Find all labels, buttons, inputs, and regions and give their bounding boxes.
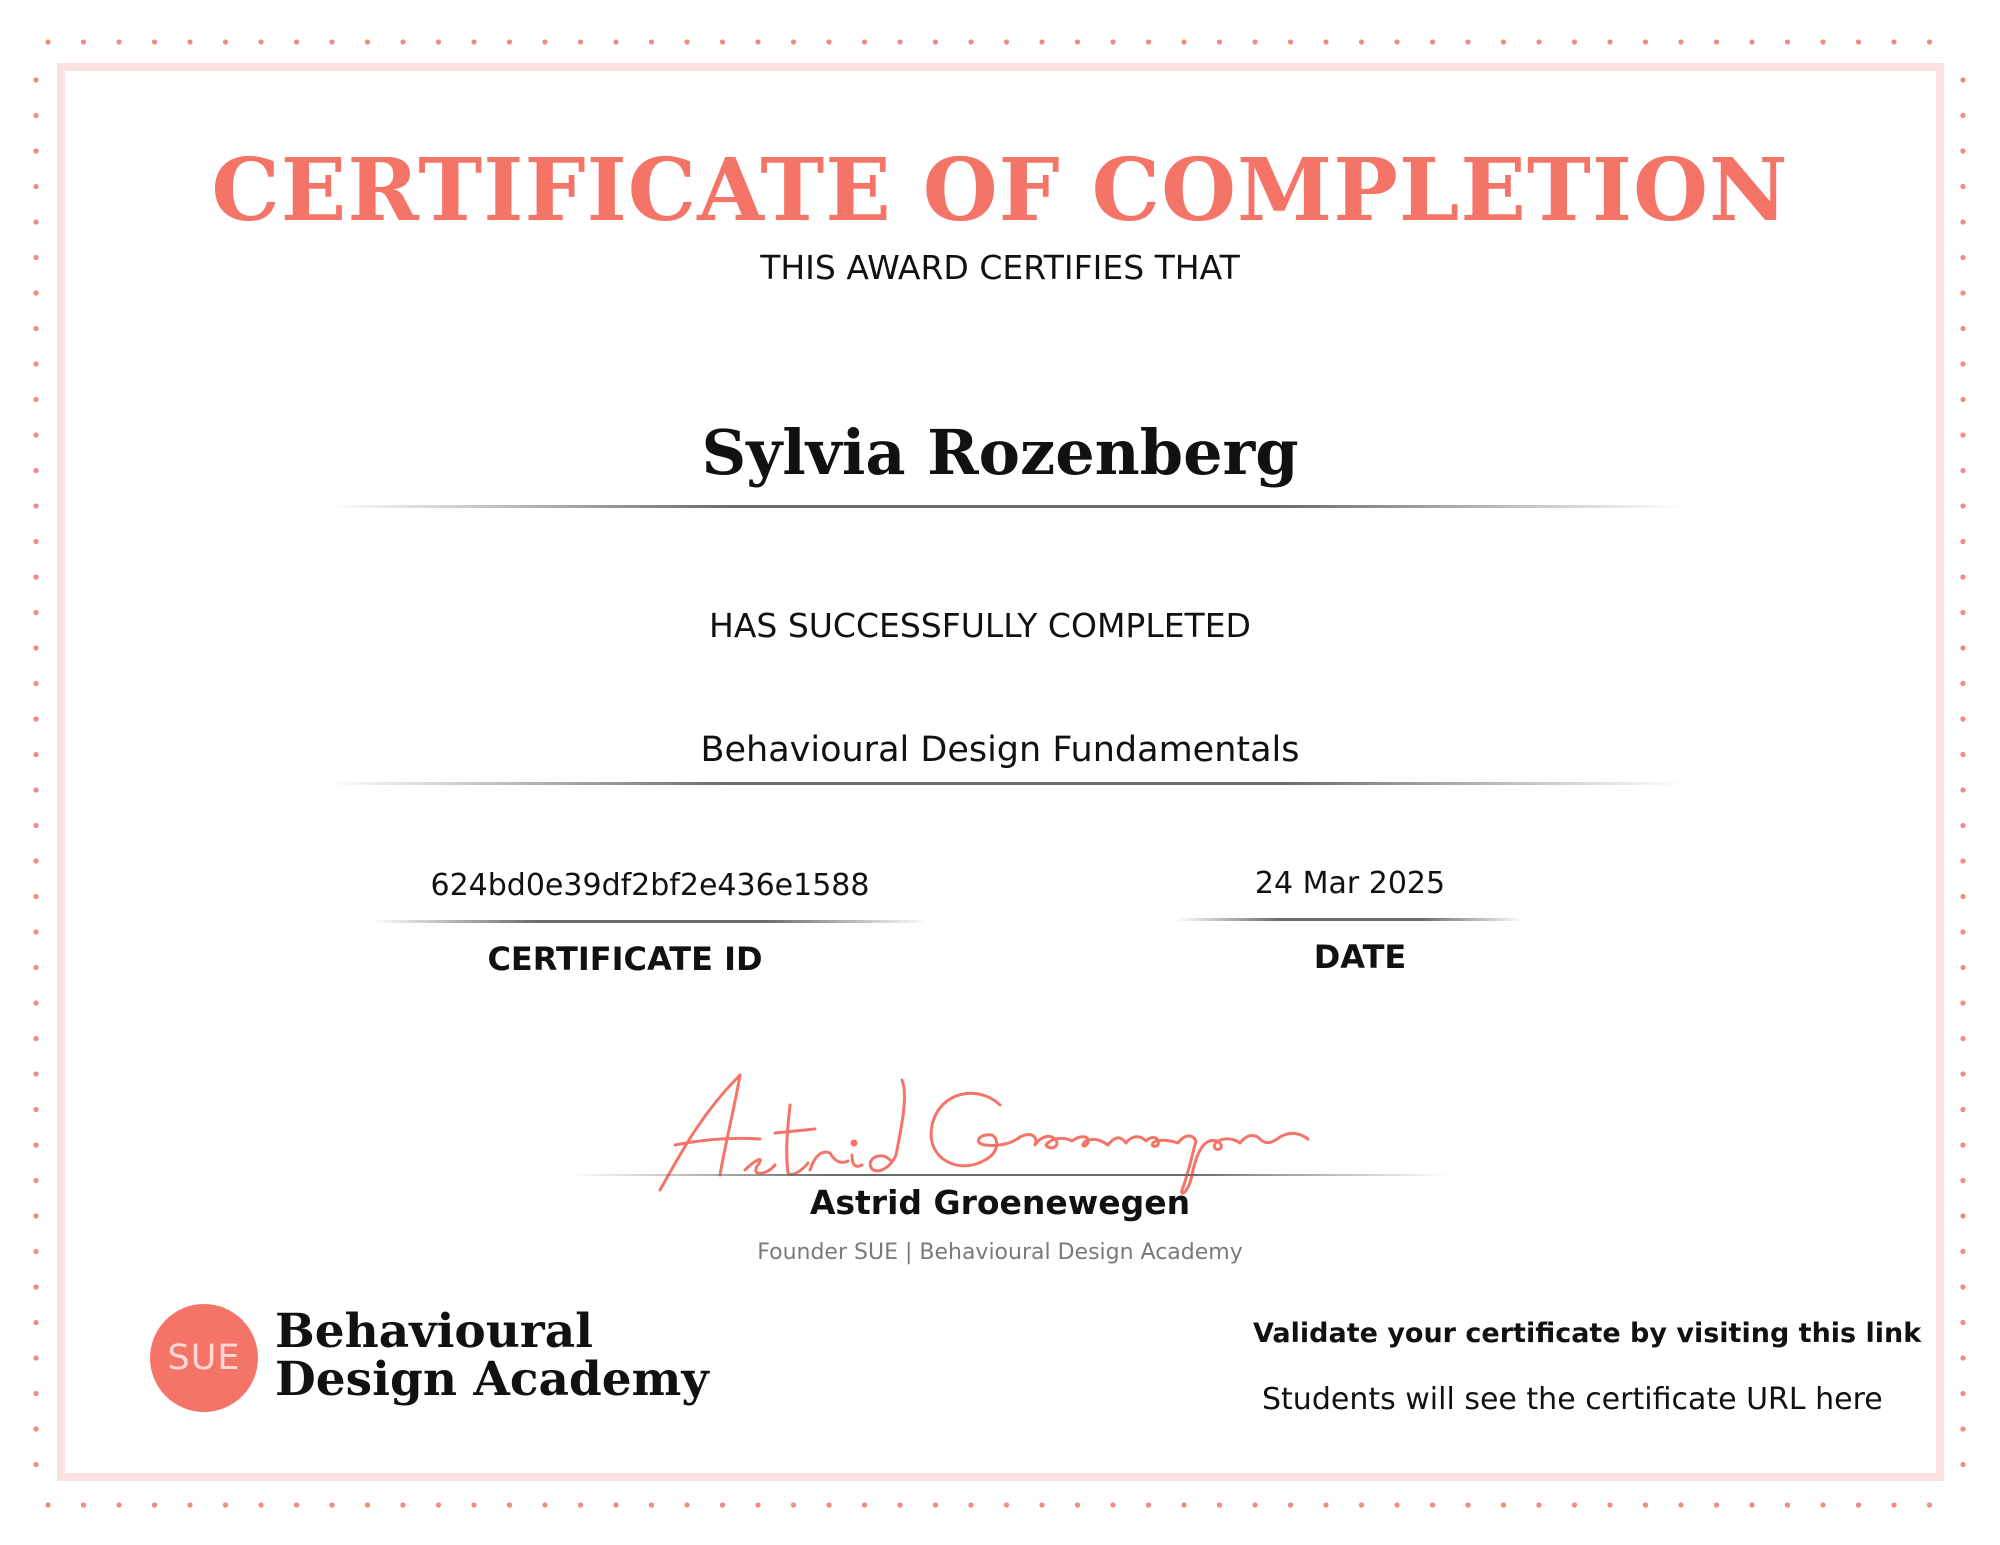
course-underline [325, 782, 1685, 785]
signature-underline [570, 1174, 1450, 1176]
signatory-name: Astrid Groenewegen [809, 1183, 1191, 1222]
name-underline [325, 505, 1685, 508]
date-value: 24 Mar 2025 [1254, 866, 1446, 901]
date-label: DATE [1313, 938, 1407, 976]
sue-logo-badge: SUE [150, 1304, 258, 1412]
certificate-id-label: CERTIFICATE ID [487, 940, 763, 978]
logo-line-1: Behavioural [275, 1304, 594, 1359]
academy-logo-text [275, 1304, 709, 1407]
recipient-name: Sylvia Rozenberg [701, 416, 1299, 489]
logo-line-2: Design Academy [275, 1352, 709, 1407]
validation-heading: Validate your certificate by visiting this link [1253, 1318, 1922, 1349]
date-underline [1175, 918, 1525, 921]
certificate-title: CERTIFICATE OF COMPLETION [211, 140, 1789, 241]
certificate-url[interactable]: Students will see the certificate URL here [1262, 1382, 1883, 1417]
course-name: Behavioural Design Fundamentals [700, 730, 1300, 770]
signatory-title: Founder SUE | Behavioural Design Academy [757, 1240, 1243, 1265]
completed-label: HAS SUCCESSFULLY COMPLETED [709, 606, 1251, 645]
certifies-subtitle: THIS AWARD CERTIFIES THAT [760, 248, 1240, 287]
certificate-id-value: 624bd0e39df2bf2e436e1588 [430, 868, 870, 903]
certificate-id-underline [370, 920, 930, 923]
